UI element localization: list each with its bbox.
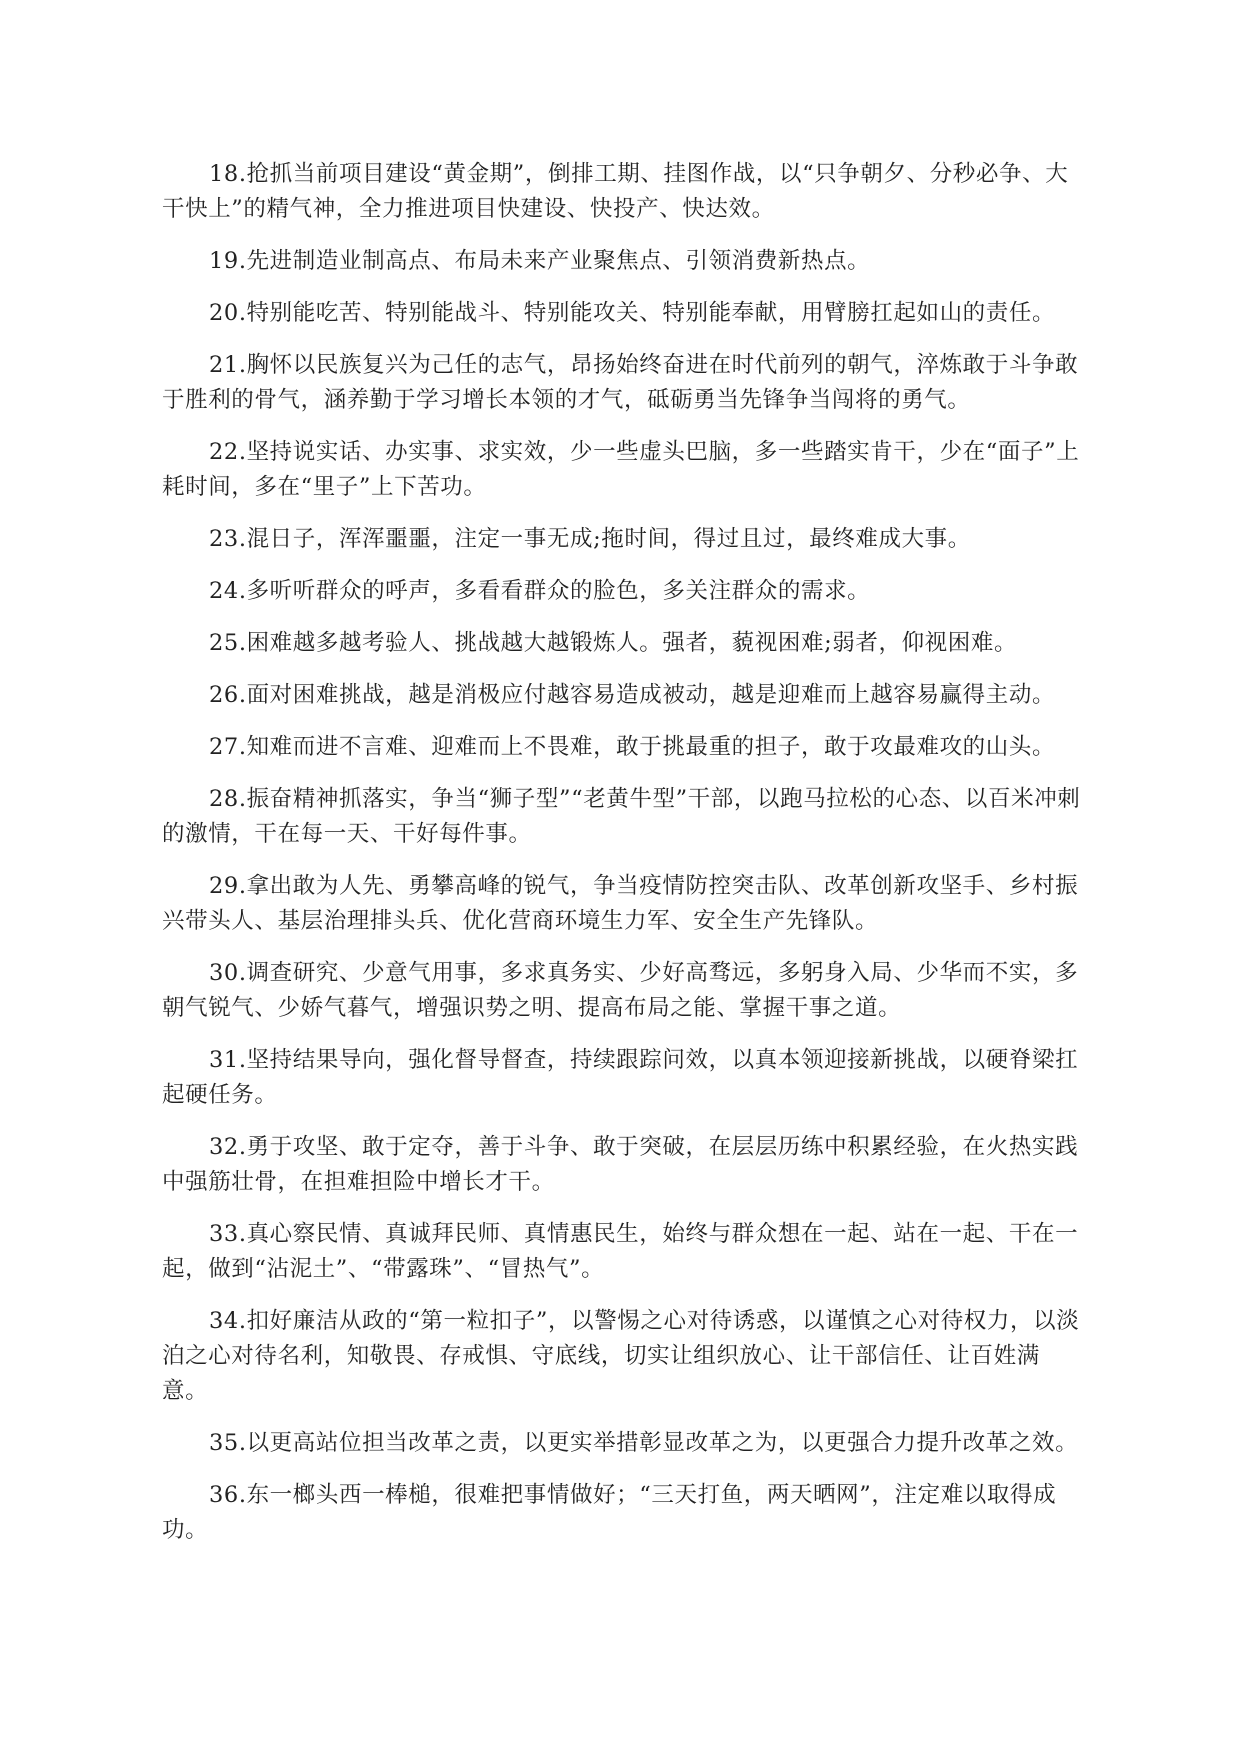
paragraph-20: 20.特别能吃苦、特别能战斗、特别能攻关、特别能奉献，用臂膀扛起如山的责任。 xyxy=(209,300,1056,326)
paragraph-27: 27.知难而进不言难、迎难而上不畏难，敢于挑最重的担子，敢于攻最难攻的山头。 xyxy=(209,734,1056,760)
paragraph-33: 33.真心察民情、真诚拜民师、真情惠民生，始终与群众想在一起、站在一起、干在一起，做到“沾泥土”、“带露珠”、“冒热气”。 xyxy=(162,1221,1079,1282)
paragraph-29: 29.拿出敢为人先、勇攀高峰的锐气，争当疫情防控突击队、改革创新攻坚手、乡村振兴带头人、基层治理排头兵、优化营商环境生力军、安全生产先锋队。 xyxy=(162,873,1079,934)
paragraph-18: 18.抢抓当前项目建设“黄金期”，倒排工期、挂图作战，以“只争朝夕、分秒必争、大干快上”的精气神，全力推进项目快建设、快投产、快达效。 xyxy=(162,161,1069,222)
paragraph-24: 24.多听听群众的呼声，多看看群众的脸色，多关注群众的需求。 xyxy=(209,578,871,604)
paragraph-22: 22.坚持说实话、办实事、求实效，少一些虚头巴脑，多一些踏实肯干，少在“面子”上耗时间，多在“里子”上下苦功。 xyxy=(162,439,1080,500)
paragraph-28: 28.振奋精神抓落实，争当“狮子型”“老黄牛型”干部，以跑马拉松的心态、以百米冲刺的激情，干在每一天、干好每件事。 xyxy=(162,786,1081,847)
paragraph-23: 23.混日子，浑浑噩噩，注定一事无成;拖时间，得过且过，最终难成大事。 xyxy=(209,526,971,552)
document-body xyxy=(162,157,1082,1565)
paragraph-25: 25.困难越多越考验人、挑战越大越锻炼人。强者，藐视困难;弱者，仰视困难。 xyxy=(209,630,1018,656)
paragraph-31: 31.坚持结果导向，强化督导督查，持续跟踪问效，以真本领迎接新挑战，以硬脊梁扛起硬任务。 xyxy=(162,1047,1079,1108)
paragraph-34: 34.扣好廉洁从政的“第一粒扣子”，以警惕之心对待诱惑，以谨慎之心对待权力，以淡泊之心对待名利，知敬畏、存戒惧、守底线，切实让组织放心、让干部信任、让百姓满意。 xyxy=(162,1308,1080,1404)
paragraph-26: 26.面对困难挑战，越是消极应付越容易造成被动，越是迎难而上越容易赢得主动。 xyxy=(209,682,1056,708)
paragraph-36: 36.东一榔头西一棒槌，很难把事情做好；“三天打鱼，两天晒网”，注定难以取得成功。 xyxy=(162,1482,1057,1543)
paragraph-19: 19.先进制造业制高点、布局未来产业聚焦点、引领消费新热点。 xyxy=(209,248,871,274)
paragraph-32: 32.勇于攻坚、敢于定夺，善于斗争、敢于突破，在层层历练中积累经验，在火热实践中强筋壮骨，在担难担险中增长才干。 xyxy=(162,1134,1079,1195)
paragraph-35: 35.以更高站位担当改革之责，以更实举措彰显改革之为，以更强合力提升改革之效。 xyxy=(209,1430,1079,1456)
paragraph-30: 30.调查研究、少意气用事，多求真务实、少好高骛远，多躬身入局、少华而不实，多朝气锐气、少娇气暮气，增强识势之明、提高布局之能、掌握干事之道。 xyxy=(162,960,1079,1021)
paragraph-21: 21.胸怀以民族复兴为己任的志气，昂扬始终奋进在时代前列的朝气，淬炼敢于斗争敢于胜利的骨气，涵养勤于学习增长本领的才气，砥砺勇当先锋争当闯将的勇气。 xyxy=(162,352,1079,413)
